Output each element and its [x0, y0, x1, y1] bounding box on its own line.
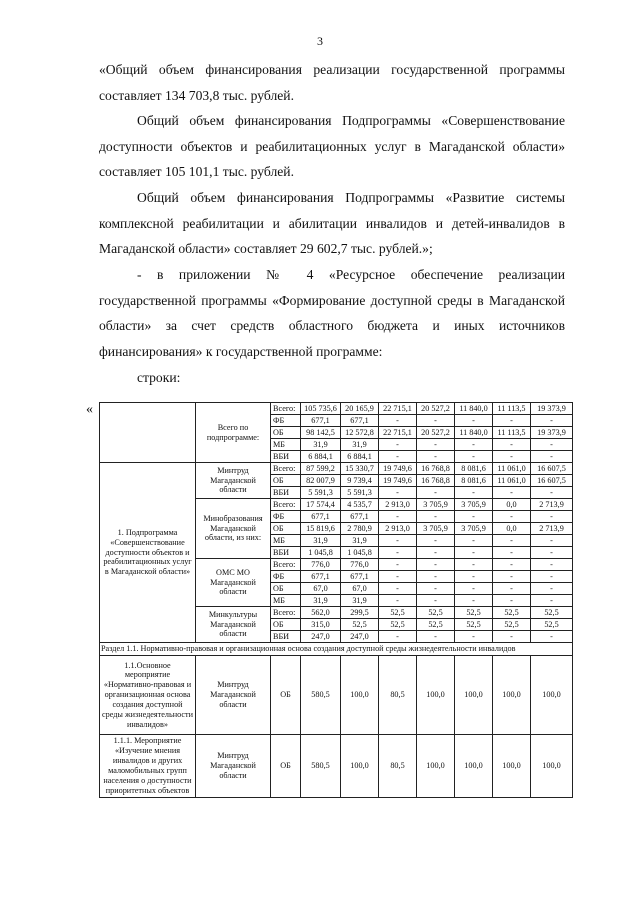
funding-source-cell: ВБИ: [271, 451, 301, 463]
value-cell: 100,0: [341, 735, 379, 798]
value-cell: -: [417, 415, 455, 427]
value-cell: -: [531, 595, 573, 607]
value-cell: 100,0: [417, 656, 455, 735]
value-cell: 2 913,0: [379, 499, 417, 511]
value-cell: 1 045,8: [341, 547, 379, 559]
value-cell: -: [417, 535, 455, 547]
value-cell: 299,5: [341, 607, 379, 619]
value-cell: 677,1: [301, 571, 341, 583]
funding-source-cell: ВБИ: [271, 487, 301, 499]
value-cell: 11 061,0: [493, 463, 531, 475]
value-cell: 52,5: [493, 607, 531, 619]
value-cell: 52,5: [493, 619, 531, 631]
value-cell: 19 373,9: [531, 403, 573, 415]
value-cell: 100,0: [493, 656, 531, 735]
value-cell: -: [379, 439, 417, 451]
value-cell: -: [379, 571, 417, 583]
value-cell: 31,9: [301, 535, 341, 547]
value-cell: 247,0: [341, 631, 379, 643]
section-row: [100, 643, 573, 656]
value-cell: -: [493, 595, 531, 607]
funding-source-cell: ФБ: [271, 415, 301, 427]
value-cell: -: [379, 511, 417, 523]
value-cell: -: [493, 439, 531, 451]
value-cell: 52,5: [341, 619, 379, 631]
funding-source-cell: Всего:: [271, 463, 301, 475]
value-cell: -: [531, 415, 573, 427]
value-cell: 2 713,9: [531, 523, 573, 535]
value-cell: -: [455, 595, 493, 607]
value-cell: -: [493, 559, 531, 571]
value-cell: -: [455, 439, 493, 451]
value-cell: -: [455, 535, 493, 547]
value-cell: 22 715,1: [379, 427, 417, 439]
value-cell: 3 705,9: [455, 499, 493, 511]
activity-name-cell: 1.1.1. Мероприятие «Изучение мнения инвалидов и других маломобильных групп населения о доступности приоритетных объектов: [100, 735, 196, 798]
funding-source-cell: Всего:: [271, 403, 301, 415]
value-cell: 98 142,5: [301, 427, 341, 439]
value-cell: -: [417, 631, 455, 643]
value-cell: 16 607,5: [531, 463, 573, 475]
value-cell: 20 527,2: [417, 427, 455, 439]
value-cell: 6 884,1: [341, 451, 379, 463]
value-cell: -: [455, 571, 493, 583]
value-cell: 16 768,8: [417, 463, 455, 475]
value-cell: 16 607,5: [531, 475, 573, 487]
value-cell: 11 840,0: [455, 427, 493, 439]
value-cell: 31,9: [301, 439, 341, 451]
table-row: [100, 463, 573, 475]
value-cell: 580,5: [301, 656, 341, 735]
value-cell: -: [417, 559, 455, 571]
value-cell: -: [455, 487, 493, 499]
funding-source-cell: ФБ: [271, 571, 301, 583]
value-cell: 247,0: [301, 631, 341, 643]
value-cell: 19 749,6: [379, 463, 417, 475]
paragraph-rows-label: строки:: [137, 370, 181, 385]
value-cell: -: [531, 511, 573, 523]
value-cell: -: [417, 547, 455, 559]
funding-source-cell: ОБ: [271, 427, 301, 439]
value-cell: -: [417, 571, 455, 583]
value-cell: 52,5: [379, 607, 417, 619]
value-cell: -: [531, 535, 573, 547]
executor-cell: Минтруд Магаданской области: [196, 656, 271, 735]
value-cell: -: [455, 511, 493, 523]
value-cell: -: [493, 631, 531, 643]
executor-cell: Минтруд Магаданской области: [196, 463, 271, 499]
value-cell: 11 840,0: [455, 403, 493, 415]
value-cell: 87 599,2: [301, 463, 341, 475]
value-cell: 3 705,9: [417, 523, 455, 535]
value-cell: 677,1: [341, 511, 379, 523]
executor-cell: Всего по подпрограмме:: [196, 403, 271, 463]
value-cell: 100,0: [531, 735, 573, 798]
executor-cell: Минтруд Магаданской области: [196, 735, 271, 798]
value-cell: 19 373,9: [531, 427, 573, 439]
value-cell: 52,5: [455, 607, 493, 619]
activity-name-cell: 1.1.Основное мероприятие «Нормативно-правовая и организационная основа создания доступной среды жизнедеятельности инвалидов»: [100, 656, 196, 735]
paragraph-subprogram-2: Общий объем финансирования Подпрограммы «Развитие системы комплексной реабилитации и абилитации инвалидов и детей-инвалидов в Магаданской области» составляет 29 602,7 тыс. рублей.»;: [99, 190, 565, 256]
value-cell: 20 527,2: [417, 403, 455, 415]
funding-source-cell: ОБ: [271, 656, 301, 735]
value-cell: 11 113,5: [493, 403, 531, 415]
value-cell: 31,9: [341, 535, 379, 547]
value-cell: 19 749,6: [379, 475, 417, 487]
value-cell: -: [531, 547, 573, 559]
value-cell: 677,1: [341, 415, 379, 427]
paragraph-appendix-4: - в приложении № 4 «Ресурсное обеспечение реализации государственной программы «Формирование доступной среды в Магаданской области» за счет средств областного бюджета и иных источников финансирования» к государственной программе:: [99, 267, 565, 359]
value-cell: -: [493, 415, 531, 427]
value-cell: -: [455, 415, 493, 427]
value-cell: 20 165,9: [341, 403, 379, 415]
value-cell: -: [455, 559, 493, 571]
activity-row: [100, 735, 573, 798]
value-cell: -: [531, 631, 573, 643]
value-cell: 52,5: [417, 607, 455, 619]
value-cell: -: [379, 559, 417, 571]
page-number: 3: [317, 34, 323, 48]
value-cell: -: [379, 583, 417, 595]
table-row: [100, 403, 573, 415]
funding-source-cell: МБ: [271, 595, 301, 607]
value-cell: -: [417, 487, 455, 499]
value-cell: 8 081,6: [455, 463, 493, 475]
value-cell: 100,0: [341, 656, 379, 735]
value-cell: -: [493, 583, 531, 595]
executor-cell: Минобразования Магаданской области, из них:: [196, 499, 271, 559]
resource-table: [99, 402, 573, 798]
value-cell: 100,0: [455, 735, 493, 798]
value-cell: 52,5: [417, 619, 455, 631]
value-cell: 16 768,8: [417, 475, 455, 487]
value-cell: -: [531, 439, 573, 451]
section-label: Раздел 1.1. Нормативно-правовая и организационная основа создания доступной среды жизнедеятельности инвалидов: [100, 643, 573, 656]
value-cell: -: [531, 487, 573, 499]
value-cell: -: [379, 547, 417, 559]
funding-source-cell: Всего:: [271, 499, 301, 511]
value-cell: -: [493, 511, 531, 523]
value-cell: 776,0: [341, 559, 379, 571]
funding-source-cell: ОБ: [271, 583, 301, 595]
value-cell: -: [493, 451, 531, 463]
value-cell: 580,5: [301, 735, 341, 798]
value-cell: 31,9: [341, 439, 379, 451]
funding-source-cell: МБ: [271, 535, 301, 547]
value-cell: -: [417, 595, 455, 607]
value-cell: -: [455, 583, 493, 595]
value-cell: -: [379, 415, 417, 427]
value-cell: 677,1: [341, 571, 379, 583]
executor-cell: ОМС МО Магаданской области: [196, 559, 271, 607]
value-cell: 6 884,1: [301, 451, 341, 463]
value-cell: 315,0: [301, 619, 341, 631]
value-cell: -: [493, 487, 531, 499]
value-cell: 52,5: [531, 607, 573, 619]
value-cell: -: [417, 583, 455, 595]
funding-source-cell: ОБ: [271, 475, 301, 487]
value-cell: 3 705,9: [417, 499, 455, 511]
value-cell: -: [493, 571, 531, 583]
subprogram-top-cell: [100, 403, 196, 463]
value-cell: -: [379, 595, 417, 607]
value-cell: 31,9: [341, 595, 379, 607]
value-cell: -: [417, 451, 455, 463]
value-cell: 0,0: [493, 523, 531, 535]
activity-row: [100, 656, 573, 735]
value-cell: 52,5: [531, 619, 573, 631]
value-cell: 17 574,4: [301, 499, 341, 511]
funding-source-cell: МБ: [271, 439, 301, 451]
value-cell: 67,0: [301, 583, 341, 595]
value-cell: 80,5: [379, 656, 417, 735]
value-cell: 100,0: [455, 656, 493, 735]
value-cell: 9 739,4: [341, 475, 379, 487]
value-cell: -: [417, 439, 455, 451]
value-cell: -: [493, 535, 531, 547]
value-cell: 100,0: [493, 735, 531, 798]
funding-source-cell: Всего:: [271, 559, 301, 571]
value-cell: 67,0: [341, 583, 379, 595]
funding-source-cell: ФБ: [271, 511, 301, 523]
value-cell: -: [417, 511, 455, 523]
value-cell: 776,0: [301, 559, 341, 571]
value-cell: 1 045,8: [301, 547, 341, 559]
value-cell: -: [455, 547, 493, 559]
value-cell: 22 715,1: [379, 403, 417, 415]
funding-source-cell: ОБ: [271, 523, 301, 535]
value-cell: -: [379, 487, 417, 499]
value-cell: 562,0: [301, 607, 341, 619]
funding-source-cell: ОБ: [271, 735, 301, 798]
value-cell: 3 705,9: [455, 523, 493, 535]
value-cell: 11 061,0: [493, 475, 531, 487]
value-cell: 15 819,6: [301, 523, 341, 535]
funding-source-cell: ВБИ: [271, 631, 301, 643]
value-cell: 12 572,8: [341, 427, 379, 439]
value-cell: 52,5: [455, 619, 493, 631]
opening-quote-mark: «: [86, 402, 93, 417]
value-cell: -: [493, 547, 531, 559]
value-cell: 4 535,7: [341, 499, 379, 511]
value-cell: 100,0: [417, 735, 455, 798]
value-cell: 15 330,7: [341, 463, 379, 475]
value-cell: -: [531, 571, 573, 583]
executor-cell: Минкультуры Магаданской области: [196, 607, 271, 643]
value-cell: 100,0: [531, 656, 573, 735]
value-cell: -: [455, 631, 493, 643]
value-cell: -: [531, 451, 573, 463]
value-cell: 80,5: [379, 735, 417, 798]
value-cell: 0,0: [493, 499, 531, 511]
value-cell: -: [379, 451, 417, 463]
value-cell: -: [379, 631, 417, 643]
subprogram-name-cell: 1. Подпрограмма «Совершенствование доступности объектов и реабилитационных услуг в Магаданской области»: [100, 463, 196, 643]
value-cell: 105 735,6: [301, 403, 341, 415]
value-cell: 52,5: [379, 619, 417, 631]
value-cell: -: [531, 583, 573, 595]
value-cell: 8 081,6: [455, 475, 493, 487]
value-cell: 5 591,3: [301, 487, 341, 499]
funding-source-cell: ОБ: [271, 619, 301, 631]
paragraph-subprogram-1: Общий объем финансирования Подпрограммы «Совершенствование доступности объектов и реабилитационных услуг в Магаданской области» составляет 105 101,1 тыс. рублей.: [99, 113, 565, 179]
paragraph-total-financing: «Общий объем финансирования реализации государственной программы составляет 134 703,8 тыс. рублей.: [99, 62, 565, 103]
value-cell: -: [455, 451, 493, 463]
value-cell: 2 713,9: [531, 499, 573, 511]
value-cell: 677,1: [301, 511, 341, 523]
value-cell: 31,9: [301, 595, 341, 607]
value-cell: 2 913,0: [379, 523, 417, 535]
value-cell: 5 591,3: [341, 487, 379, 499]
funding-source-cell: Всего:: [271, 607, 301, 619]
value-cell: -: [379, 535, 417, 547]
value-cell: 11 113,5: [493, 427, 531, 439]
value-cell: 2 780,9: [341, 523, 379, 535]
value-cell: -: [531, 559, 573, 571]
value-cell: 677,1: [301, 415, 341, 427]
funding-source-cell: ВБИ: [271, 547, 301, 559]
value-cell: 82 007,9: [301, 475, 341, 487]
